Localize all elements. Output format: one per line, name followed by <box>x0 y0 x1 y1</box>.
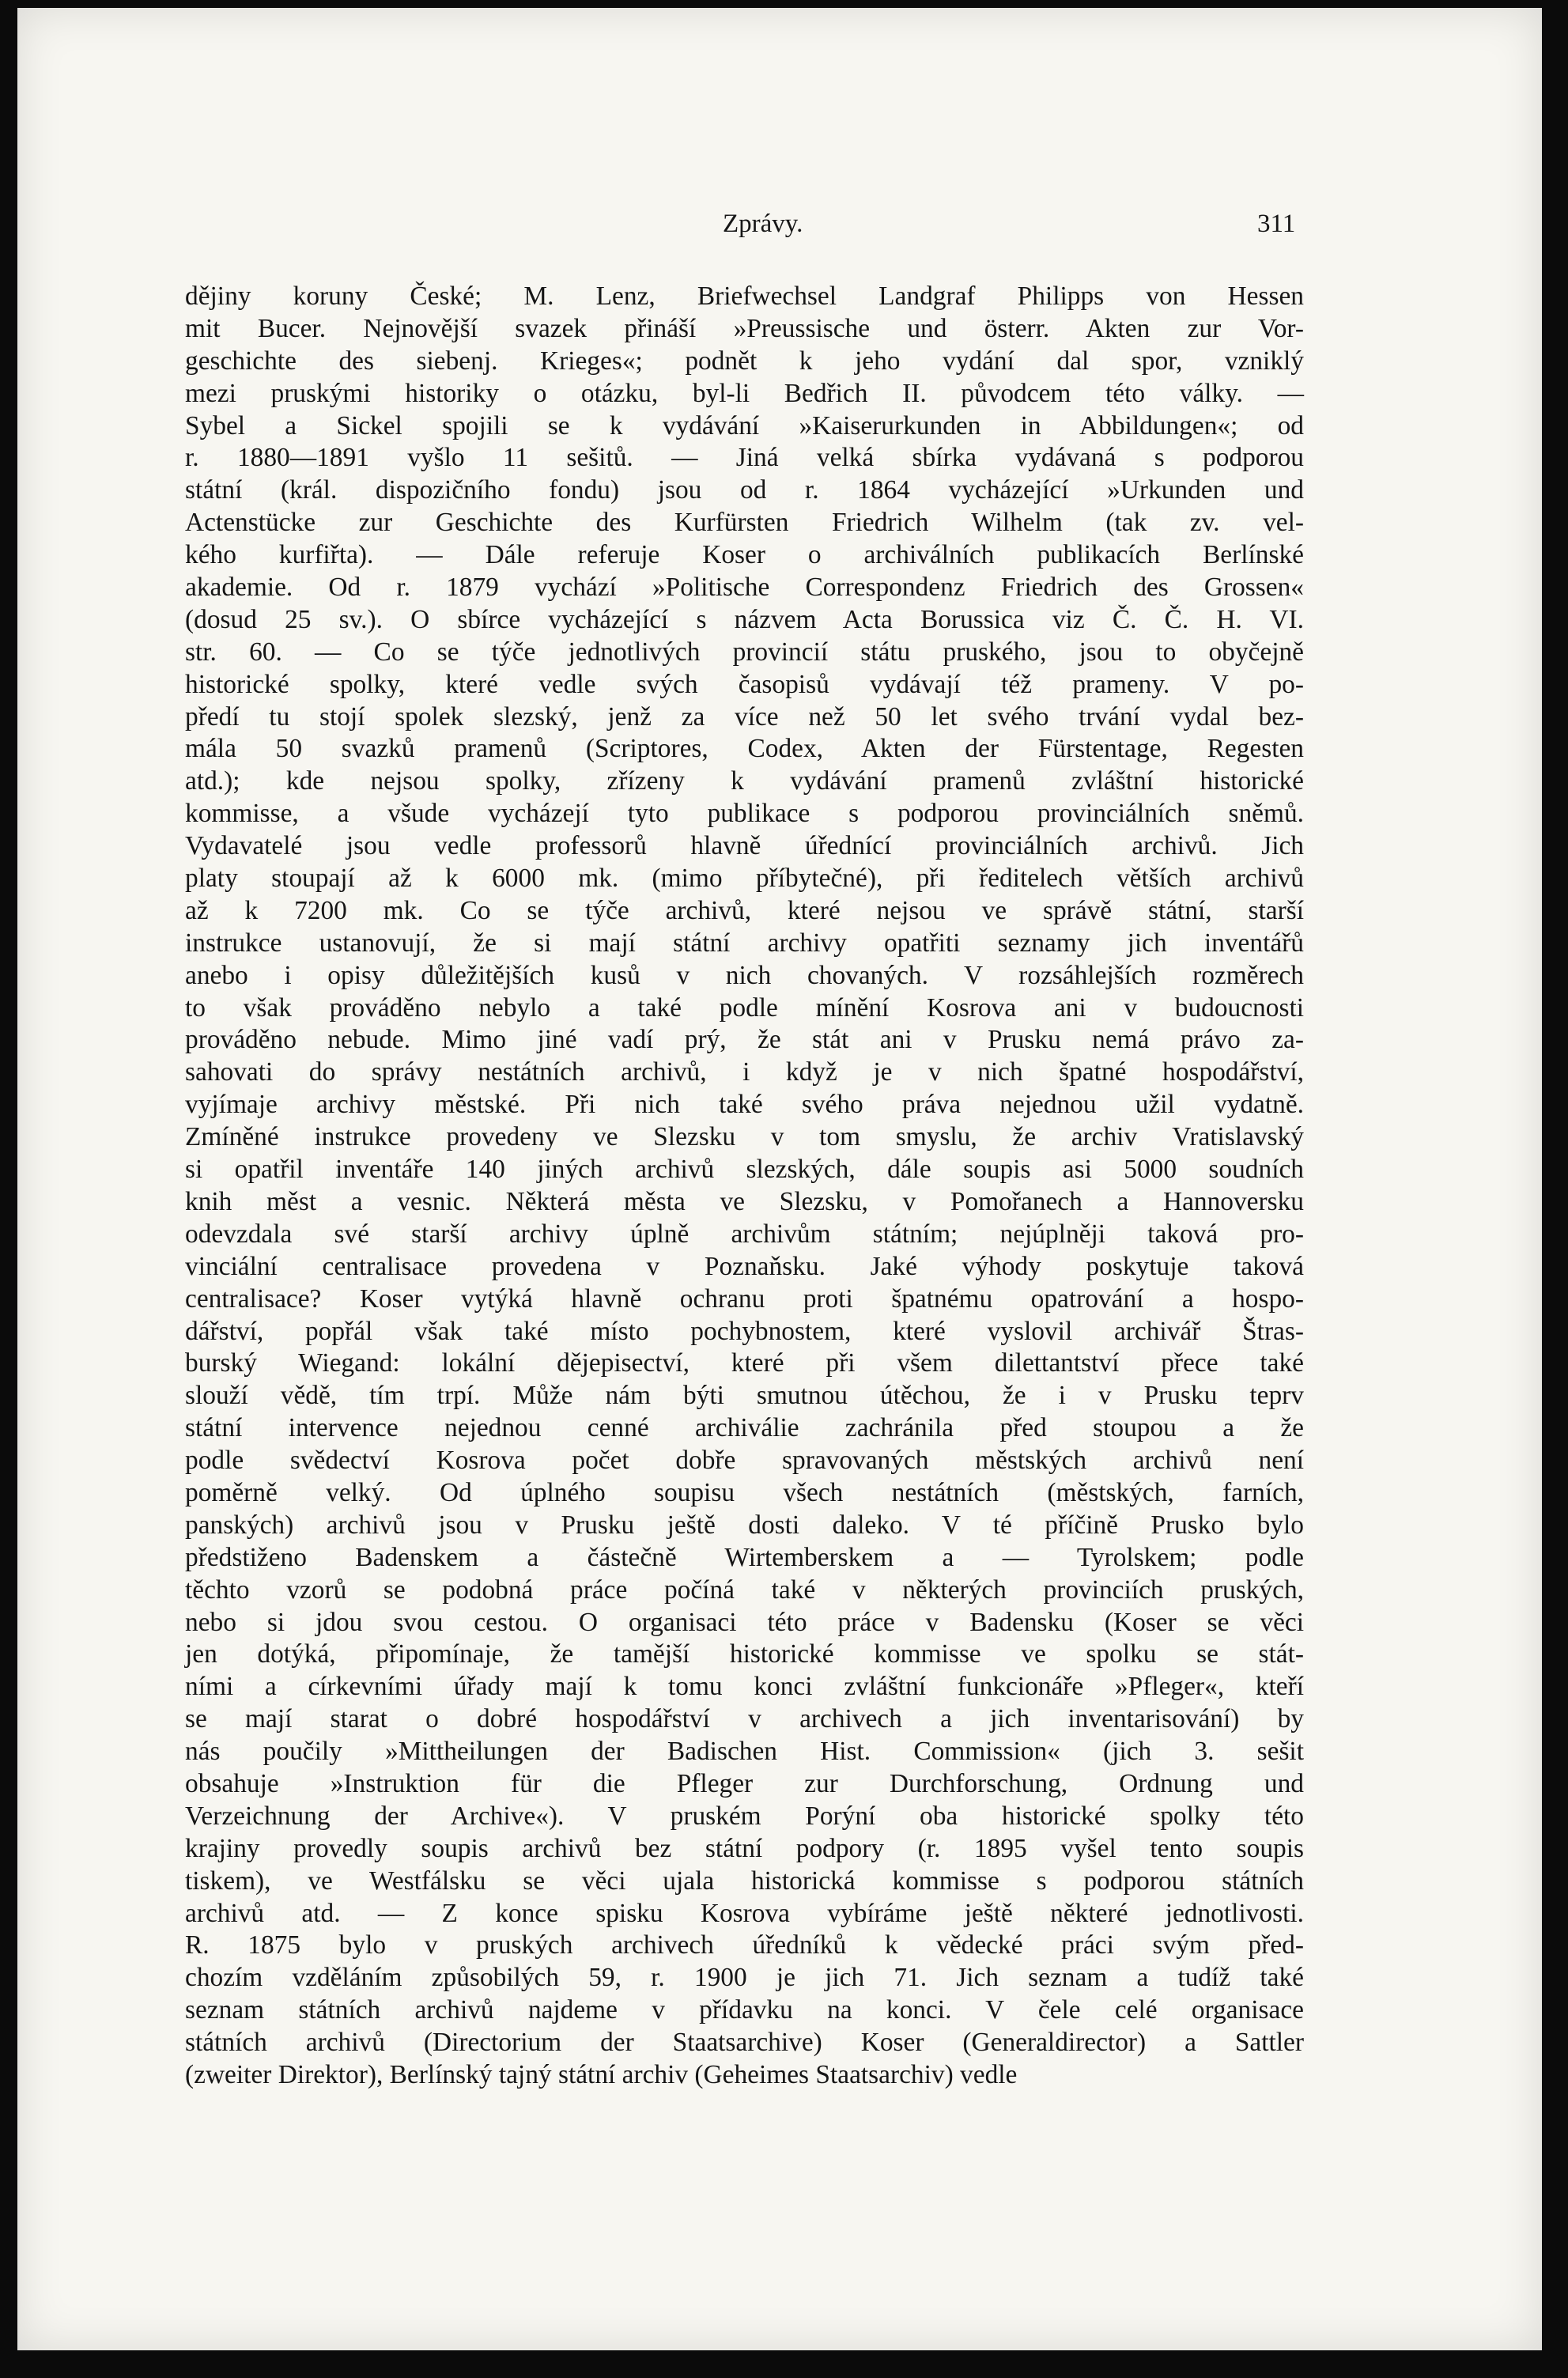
text-line: r. 1880—1891 vyšlo 11 sešitů. — Jiná velká sbírka vydávaná s podporou <box>185 443 1304 473</box>
text-line: dářství, popřál však také místo pochybnostem, které vyslovil archivář Štras- <box>185 1316 1304 1346</box>
text-line: státních archivů (Directorium der Staatsarchive) Koser (Generaldirector) a Sattler <box>185 2028 1304 2058</box>
text-line: státní intervence nejednou cenné archiválie zachránila před stoupou a že <box>185 1413 1304 1443</box>
text-line: se mají starat o dobré hospodářství v archivech a jich inventarisování) by <box>185 1704 1304 1734</box>
text-line: prováděno nebude. Mimo jiné vadí prý, že stát ani v Prusku nemá právo za- <box>185 1025 1304 1055</box>
text-line: to však prováděno nebylo a také podle mínění Kosrova ani v budoucnosti <box>185 992 1304 1023</box>
text-line: Actenstücke zur Geschichte des Kurfürsten Friedrich Wilhelm (tak zv. vel- <box>185 508 1304 538</box>
text-line: nebo si jdou svou cestou. O organisaci této práce v Badensku (Koser se věci <box>185 1607 1304 1637</box>
scanned-page <box>17 8 1542 2350</box>
text-line: mála 50 svazků pramenů (Scriptores, Codex, Akten der Fürstentage, Regesten <box>185 734 1304 764</box>
text-line: (dosud 25 sv.). O sbírce vycházející s názvem Acta Borussica viz Č. Č. H. VI. <box>185 604 1304 634</box>
text-line: mezi pruskými historiky o otázku, byl-li Bedřich II. původcem této války. — <box>185 378 1304 408</box>
page-number: 311 <box>1257 210 1296 238</box>
text-line: anebo i opisy důležitějších kusů v nich chovaných. V rozsáhlejších rozměrech <box>185 960 1304 990</box>
running-title: Zprávy. <box>723 210 803 238</box>
text-line: instrukce ustanovují, že si mají státní archivy opatřiti seznamy jich inventářů <box>185 928 1304 958</box>
text-line: str. 60. — Co se týče jednotlivých provincií státu pruského, jsou to obyčejně <box>185 637 1304 667</box>
text-line: vinciální centralisace provedena v Poznaňsku. Jaké výhody poskytuje taková <box>185 1251 1304 1281</box>
text-line: mit Bucer. Nejnovější svazek přináší »Preussische und österr. Akten zur Vor- <box>185 313 1304 343</box>
text-line: Sybel a Sickel spojili se k vydávání »Kaiserurkunden in Abbildungen«; od <box>185 410 1304 440</box>
text-line: burský Wiegand: lokální dějepisectví, které při všem dilettantství přece také <box>185 1348 1304 1378</box>
text-line: seznam státních archivů najdeme v přídavku na konci. V čele celé organisace <box>185 1995 1304 2025</box>
text-line: tiskem), ve Westfálsku se věci ujala historická kommisse s podporou státních <box>185 1866 1304 1896</box>
text-line: slouží vědě, tím trpí. Může nám býti smutnou útěchou, že i v Prusku teprv <box>185 1381 1304 1411</box>
text-line: sahovati do správy nestátních archivů, i když je v nich špatné hospodářství, <box>185 1057 1304 1087</box>
text-line: akademie. Od r. 1879 vychází »Politische Correspondenz Friedrich des Grossen« <box>185 573 1304 603</box>
text-line: odevzdala své starší archivy úplně archivům státním; nejúplněji taková pro- <box>185 1219 1304 1249</box>
text-line: si opatřil inventáře 140 jiných archivů slezských, dále soupis asi 5000 soudních <box>185 1155 1304 1185</box>
text-line: až k 7200 mk. Co se týče archivů, které nejsou ve správě státní, starší <box>185 895 1304 925</box>
text-line: platy stoupají až k 6000 mk. (mimo příbytečné), při ředitelech větších archivů <box>185 864 1304 894</box>
text-line: podle svědectví Kosrova počet dobře spravovaných městských archivů není <box>185 1446 1304 1476</box>
text-line: Verzeichnung der Archive«). V pruském Porýní oba historické spolky této <box>185 1801 1304 1831</box>
running-head <box>17 210 1542 249</box>
text-line: historické spolky, které vedle svých časopisů vydávají též prameny. V po- <box>185 669 1304 699</box>
text-line: atd.); kde nejsou spolky, zřízeny k vydávání pramenů zvláštní historické <box>185 766 1304 796</box>
text-line: archivů atd. — Z konce spisku Kosrova vybíráme ještě některé jednotlivosti. <box>185 1898 1304 1928</box>
text-line: geschichte des siebenj. Krieges«; podnět k jeho vydání dal spor, vzniklý <box>185 346 1304 376</box>
text-line: předí tu stojí spolek slezský, jenž za více než 50 let svého trvání vydal bez- <box>185 701 1304 732</box>
text-line: R. 1875 bylo v pruských archivech úředníků k vědecké práci svým před- <box>185 1930 1304 1960</box>
text-line: panských) archivů jsou v Prusku ještě dosti daleko. V té příčině Prusko bylo <box>185 1510 1304 1540</box>
text-line: kého kurfiřta). — Dále referuje Koser o archiválních publikacích Berlínské <box>185 540 1304 570</box>
body-text <box>185 281 1304 2092</box>
text-line: kommisse, a všude vycházejí tyto publikace s podporou provinciálních sněmů. <box>185 799 1304 829</box>
text-line: státní (král. dispozičního fondu) jsou od r. 1864 vycházející »Urkunden und <box>185 475 1304 505</box>
text-line: krajiny provedly soupis archivů bez státní podpory (r. 1895 vyšel tento soupis <box>185 1833 1304 1863</box>
text-line: vyjímaje archivy městské. Při nich také svého práva nejednou užil vydatně. <box>185 1090 1304 1120</box>
text-line: ními a církevními úřady mají k tomu konci zvláštní funkcionáře »Pfleger«, kteří <box>185 1672 1304 1702</box>
text-line: centralisace? Koser vytýká hlavně ochranu proti špatnému opatrování a hospo- <box>185 1284 1304 1314</box>
text-line: poměrně velký. Od úplného soupisu všech nestátních (městských, farních, <box>185 1477 1304 1507</box>
text-line: předstiženo Badenskem a částečně Wirtemberskem a — Tyrolskem; podle <box>185 1542 1304 1572</box>
text-line: jen dotýká, připomínaje, že tamější historické kommisse ve spolku se stát- <box>185 1639 1304 1669</box>
text-line: (zweiter Direktor), Berlínský tajný státní archiv (Geheimes Staatsarchiv) vedle <box>185 2059 1018 2089</box>
text-line: chozím vzděláním způsobilých 59, r. 1900 je jich 71. Jich seznam a tudíž také <box>185 1963 1304 1993</box>
text-line: knih měst a vesnic. Některá města ve Slezsku, v Pomořanech a Hannoversku <box>185 1186 1304 1216</box>
text-line: dějiny koruny České; M. Lenz, Briefwechsel Landgraf Philipps von Hessen <box>185 282 1304 311</box>
text-line: Vydavatelé jsou vedle professorů hlavně úřednící provinciálních archivů. Jich <box>185 831 1304 861</box>
text-line: nás poučily »Mittheilungen der Badischen Hist. Commission« (jich 3. sešit <box>185 1737 1304 1767</box>
text-line: Zmíněné instrukce provedeny ve Slezsku v tom smyslu, že archiv Vratislavský <box>185 1122 1304 1152</box>
text-line: těchto vzorů se podobná práce počíná také v některých provinciích pruských, <box>185 1575 1304 1605</box>
text-line: obsahuje »Instruktion für die Pfleger zur Durchforschung, Ordnung und <box>185 1768 1304 1798</box>
